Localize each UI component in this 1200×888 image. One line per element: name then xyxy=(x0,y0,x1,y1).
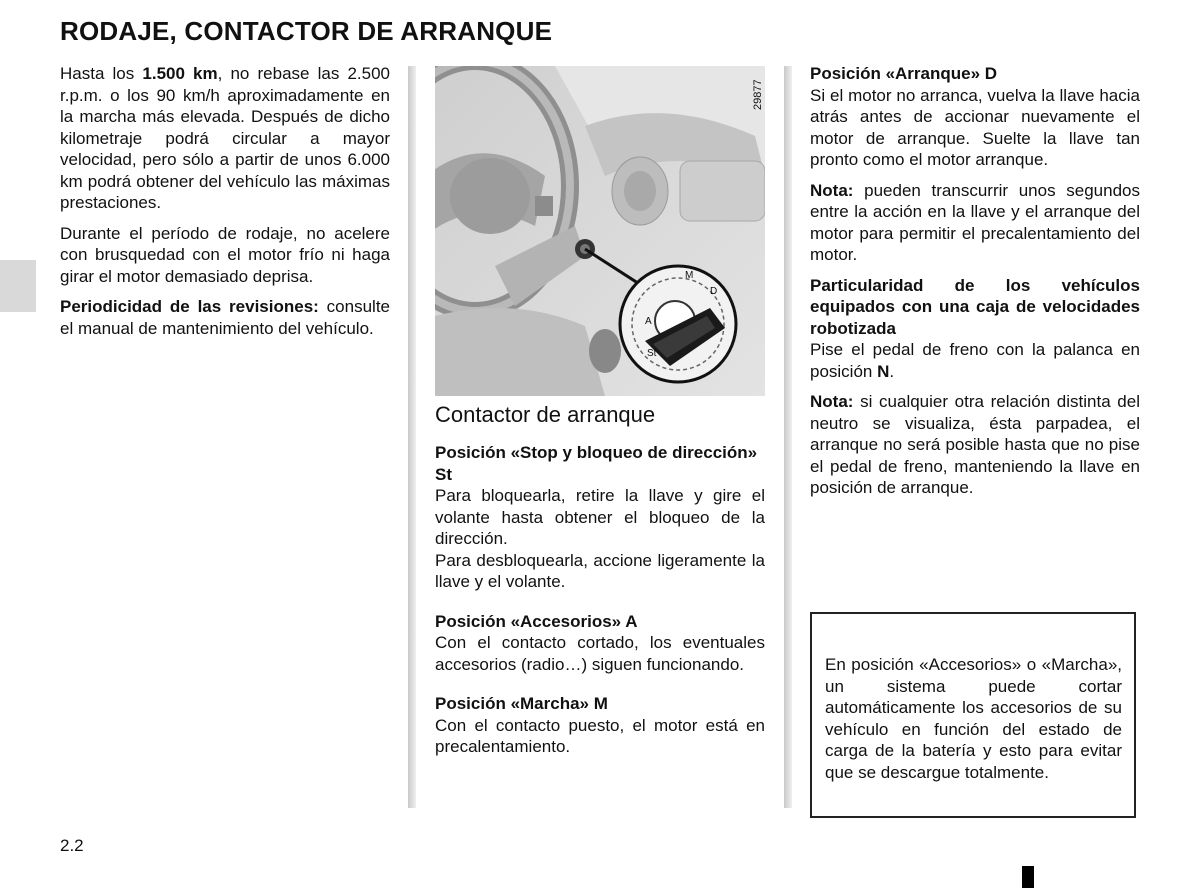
column-separator-left xyxy=(408,66,416,808)
middle-column xyxy=(435,402,765,776)
illustration-ref-number: 29877 xyxy=(752,79,764,110)
revisiones-paragraph: Periodicidad de las revisiones: consulte el manual de mantenimiento del vehículo. xyxy=(60,297,390,338)
robotizada-title: Particularidad de los vehículos equipados con una caja de velocidades robotizada xyxy=(810,275,1140,338)
arranque-text: Si el motor no arranca, vuelva la llave hacia atrás antes de accionar nuevamente el motor de arranque. Suelte la llave tan pronto como el motor arranque. xyxy=(810,85,1140,169)
ignition-illustration xyxy=(435,66,765,396)
arranque-title: Posición «Arranque» D xyxy=(810,64,998,83)
position-label-d: D xyxy=(710,286,718,297)
warning-box-text: En posición «Accesorios» o «Marcha», un sistema puede cortar automáticamente los accesorios de su vehículo en función del estado de carga de la batería y esto para evitar que se descargue totalmente. xyxy=(825,655,1122,782)
warning-box xyxy=(810,612,1136,818)
km-value: 1.500 km xyxy=(142,64,218,83)
page-edge-mark xyxy=(1022,866,1034,888)
right-column xyxy=(810,63,1140,508)
arranque-section xyxy=(810,63,1140,171)
column-separator-right xyxy=(784,66,792,808)
section-heading: Contactor de arranque xyxy=(435,402,656,427)
accesorios-text: Con el contacto cortado, los eventuales accesorios (radio…) siguen funcionando. xyxy=(435,633,765,674)
position-label-a: A xyxy=(645,316,652,327)
stop-section xyxy=(435,442,765,593)
marcha-title: Posición «Marcha» M xyxy=(435,694,608,713)
accesorios-title: Posición «Accesorios» A xyxy=(435,611,638,631)
page-title: RODAJE, CONTACTOR DE ARRANQUE xyxy=(60,16,553,46)
nota-1: Nota: pueden transcurrir unos segundos entre la acción en la llave y el arranque del motor para permitir el precalentamiento del motor. xyxy=(810,180,1140,264)
accesorios-section xyxy=(435,611,765,676)
dashboard-drawing xyxy=(435,66,765,396)
rodaje-paragraph: Durante el período de rodaje, no acelere con brusquedad con el motor frío ni haga girar el motor demasiado deprisa. xyxy=(60,223,390,286)
page-number: 2.2 xyxy=(60,836,84,855)
position-label-st: St xyxy=(647,348,657,359)
left-column xyxy=(60,63,390,348)
nota-2: Nota: si cualquier otra relación distinta del neutro se visualiza, ésta parpadea, el arranque no será posible hasta que no pise el pedal de freno, manteniendo la llave en posición de arranque. xyxy=(810,392,1140,497)
position-label-m: M xyxy=(685,270,694,281)
stop-text-2: Para desbloquearla, accione ligeramente la llave y el volante. xyxy=(435,550,765,591)
stop-title: Posición «Stop y bloqueo de dirección» St xyxy=(435,443,758,484)
marcha-section xyxy=(435,693,765,758)
intro-paragraph: Hasta los 1.500 km, no rebase las 2.500 r.p.m. o los 90 km/h aproximadamente en la marcha más elevada. Después de dicho kilometraje podrá circular a mayor velocidad, pero sólo a partir de unos 6.000 km podrá obtener del vehículo las máximas prestaciones. xyxy=(60,64,390,212)
robotizada-section: Particularidad de los vehículos equipados con una caja de velocidades robotizada Pise el pedal de freno con la palanca en posición N. xyxy=(810,275,1140,381)
stop-text-1: Para bloquearla, retire la llave y gire el volante hasta obtener el bloqueo de la dirección. xyxy=(435,486,765,548)
marcha-text: Con el contacto puesto, el motor está en precalentamiento. xyxy=(435,715,765,756)
chapter-tab xyxy=(0,260,36,312)
